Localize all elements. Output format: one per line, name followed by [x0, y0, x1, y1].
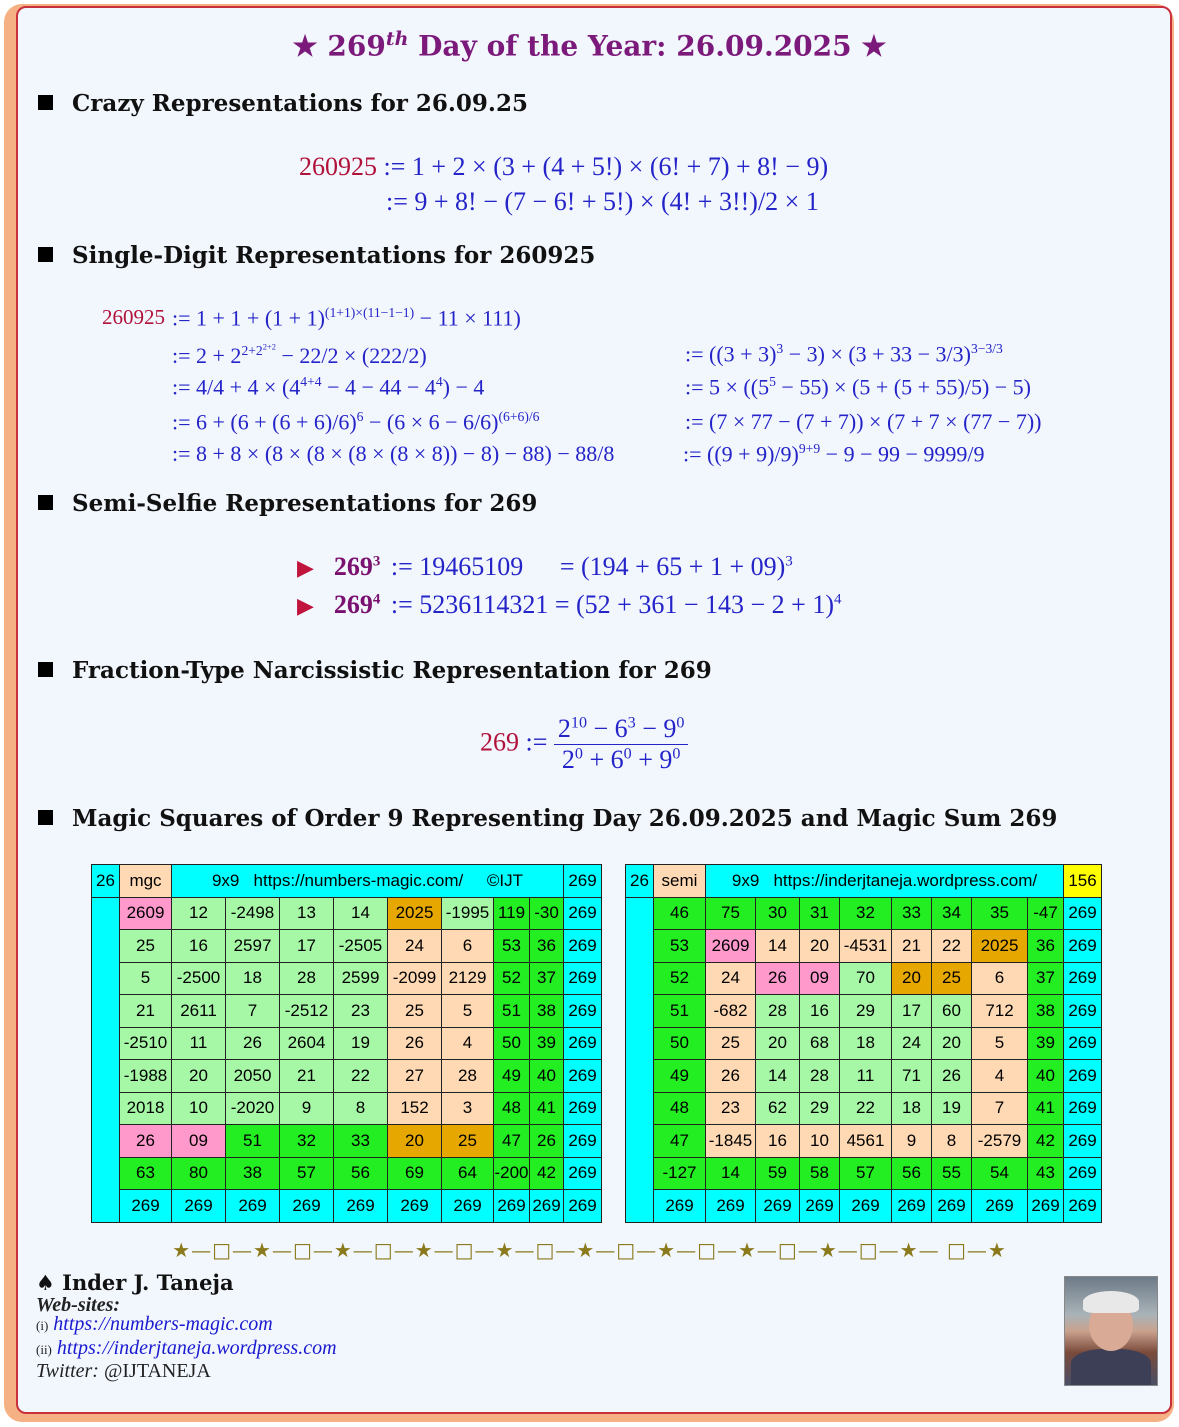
square-cell: -1995 [442, 897, 494, 930]
square-side-strip [626, 897, 654, 1222]
square-cell: 52 [494, 962, 530, 995]
square-cell: 20 [388, 1125, 442, 1158]
square-cell: -2512 [280, 995, 334, 1028]
website-2-link[interactable]: https://inderjtaneja.wordpress.com [56, 1337, 337, 1359]
square-cell: 25 [706, 1027, 756, 1060]
square-cell: 269 [120, 1190, 172, 1223]
square-cell: 2129 [442, 962, 494, 995]
square-cell: 269 [892, 1190, 932, 1223]
square-side-strip [92, 897, 120, 1222]
square-cell: 269 [564, 962, 602, 995]
square-cell: 13 [280, 897, 334, 930]
bullet-square-icon [38, 95, 53, 110]
bullet-square-icon [38, 662, 53, 677]
website-1: (i) https://numbers-magic.com [36, 1313, 273, 1335]
square-cell: 269 [494, 1190, 530, 1223]
square-cell: 51 [654, 995, 706, 1028]
table-row [92, 1027, 602, 1060]
square-cell: 50 [654, 1027, 706, 1060]
square-cell: 269 [840, 1190, 892, 1223]
square-cell: 29 [800, 1092, 840, 1125]
square-cell: 269 [564, 1125, 602, 1158]
square-cell: 3 [442, 1092, 494, 1125]
square-cell: 19 [932, 1092, 972, 1125]
table-row [92, 1190, 602, 1223]
square-sum-cell: 269 [564, 865, 602, 898]
table-row [92, 1157, 602, 1190]
table-row [626, 1190, 1102, 1223]
square-cell: 38 [226, 1157, 280, 1190]
square-cell: 36 [530, 930, 564, 963]
square-cell: 37 [1028, 962, 1064, 995]
square-cell: 9 [892, 1125, 932, 1158]
square-cell: 21 [892, 930, 932, 963]
square-sum-cell: 156 [1064, 865, 1102, 898]
square-cell: 10 [800, 1125, 840, 1158]
star-divider: ★—□—★—□—★—□—★—□—★—□—★—□—★—□—★—□—★—□—★— □—★ [172, 1238, 1007, 1262]
single-digit-right-line: := $((3 + 3)^3 - 3) \times (3 + 33 - 3/3)^{3-3/3}$ [685, 341, 1003, 367]
table-row [92, 897, 602, 930]
square-cell: -1988 [120, 1060, 172, 1093]
square-cell: 39 [1028, 1027, 1064, 1060]
semi-selfie-line-1: ▶ $269^3$ := $19465109 = (194 + 65 + 1 + 09)^3$ [297, 552, 793, 581]
square-cell: 12 [172, 897, 226, 930]
square-cell: 269 [1064, 930, 1102, 963]
semi-selfie-line-2: ▶ $269^4$ := $5236114321 = (52 + 361 - 143 - 2 + 1)^4$ [297, 590, 842, 619]
square-cell: 269 [1064, 1157, 1102, 1190]
square-cell: 28 [442, 1060, 494, 1093]
narcissistic-equation: 269 := $\frac{2^{10} - 6^3 - 9^0}{2^0 + 6^0 + 9^0}$ [480, 714, 688, 775]
square-cell: 26 [388, 1027, 442, 1060]
single-digit-left-line: := $2 + 2^{2+2^{2+2}} - 22/2 \times (222/2)$ [172, 341, 427, 368]
square-cell: 35 [972, 897, 1028, 930]
square-cell: 269 [564, 930, 602, 963]
square-cell: 28 [756, 995, 800, 1028]
square-cell: 6 [442, 930, 494, 963]
square-cell: 7 [972, 1092, 1028, 1125]
square-cell: 49 [494, 1060, 530, 1093]
square-cell: 21 [120, 995, 172, 1028]
single-digit-right-line: := $((9 + 9)/9)^{9+9} - 9 - 99 - 9999/9$ [683, 441, 985, 467]
single-digit-right-line: := (7 × 77 − (7 + 7)) × (7 + 7 × (77 − 7)) [685, 409, 1042, 434]
square-cell: 269 [972, 1190, 1028, 1223]
square-cell: 32 [280, 1125, 334, 1158]
square-cell: -2020 [226, 1092, 280, 1125]
square-cell: 2599 [334, 962, 388, 995]
square-cell: 49 [654, 1060, 706, 1093]
square-cell: 22 [840, 1092, 892, 1125]
square-label-cell: semi [654, 865, 706, 898]
square-cell: 39 [530, 1027, 564, 1060]
square-cell: 60 [932, 995, 972, 1028]
square-cell: 48 [494, 1092, 530, 1125]
square-cell: 40 [530, 1060, 564, 1093]
crazy-line-2: := 9 + 8! − (7 − 6! + 5!) × (4! + 3!!)/2 × 1 [386, 187, 819, 216]
twitter: Twitter: @IJTANEJA [36, 1360, 211, 1382]
square-cell: 269 [564, 897, 602, 930]
section-crazy-heading: Crazy Representations for 26.09.25 [38, 90, 528, 117]
table-row [626, 930, 1102, 963]
square-cell: 25 [932, 962, 972, 995]
square-cell: 16 [800, 995, 840, 1028]
square-cell: 80 [172, 1157, 226, 1190]
table-row [626, 897, 1102, 930]
square-cell: 20 [172, 1060, 226, 1093]
square-cell: 4561 [840, 1125, 892, 1158]
square-cell: -47 [1028, 897, 1064, 930]
square-cell: 24 [892, 1027, 932, 1060]
table-row [626, 995, 1102, 1028]
square-cell: 5 [442, 995, 494, 1028]
square-cell: 4 [442, 1027, 494, 1060]
square-cell: 7 [226, 995, 280, 1028]
square-cell: 269 [1064, 1027, 1102, 1060]
square-cell: 269 [564, 1092, 602, 1125]
square-cell: 26 [530, 1125, 564, 1158]
square-cell: -1845 [706, 1125, 756, 1158]
square-cell: 47 [494, 1125, 530, 1158]
square-cell: 56 [892, 1157, 932, 1190]
square-cell: 269 [1064, 995, 1102, 1028]
bullet-square-icon [38, 810, 53, 825]
square-cell: 18 [840, 1027, 892, 1060]
table-row [92, 1125, 602, 1158]
square-cell: 269 [1064, 897, 1102, 930]
square-cell: 269 [388, 1190, 442, 1223]
square-cell: 64 [442, 1157, 494, 1190]
table-row [626, 1125, 1102, 1158]
square-cell: 269 [530, 1190, 564, 1223]
square-cell: 69 [388, 1157, 442, 1190]
square-cell: 2609 [120, 897, 172, 930]
square-cell: 18 [892, 1092, 932, 1125]
square-cell: 68 [800, 1027, 840, 1060]
square-cell: 2018 [120, 1092, 172, 1125]
square-cell: 8 [932, 1125, 972, 1158]
square-cell: -682 [706, 995, 756, 1028]
square-cell: 33 [334, 1125, 388, 1158]
square-cell: 20 [932, 1027, 972, 1060]
table-row [92, 962, 602, 995]
fraction: $\frac{2^{10} - 6^3 - 9^0}{2^0 + 6^0 + 9^0}$ [554, 714, 689, 775]
square-cell: 11 [172, 1027, 226, 1060]
square-cell: 40 [1028, 1060, 1064, 1093]
square-cell: 26 [226, 1027, 280, 1060]
square-cell: 269 [654, 1190, 706, 1223]
square-title-cell: 9x9 https://inderjtaneja.wordpress.com/ [706, 865, 1064, 898]
square-cell: 58 [800, 1157, 840, 1190]
single-digit-left-line: := 8 + 8 × (8 × (8 × (8 × (8 × 8)) − 8) − 88) − 88/8 [172, 441, 615, 466]
square-cell: 2025 [972, 930, 1028, 963]
square-cell: 14 [334, 897, 388, 930]
square-cell: 26 [120, 1125, 172, 1158]
square-cell: 14 [756, 1060, 800, 1093]
table-row [626, 962, 1102, 995]
section-single-digit-heading: Single-Digit Representations for 260925 [38, 242, 595, 269]
square-cell: 59 [756, 1157, 800, 1190]
table-row [626, 1060, 1102, 1093]
square-cell: 21 [280, 1060, 334, 1093]
square-cell: 57 [280, 1157, 334, 1190]
square-cell: 25 [442, 1125, 494, 1158]
square-cell: 51 [494, 995, 530, 1028]
square-cell: 18 [226, 962, 280, 995]
square-cell: 37 [530, 962, 564, 995]
section-magic-squares-heading: Magic Squares of Order 9 Representing Day 26.09.2025 and Magic Sum 269 [38, 805, 1057, 832]
square-cell: 42 [530, 1157, 564, 1190]
square-cell: 48 [654, 1092, 706, 1125]
square-cell: 51 [226, 1125, 280, 1158]
square-cell: 38 [1028, 995, 1064, 1028]
square-cell: 712 [972, 995, 1028, 1028]
square-cell: -127 [654, 1157, 706, 1190]
square-cell: 34 [932, 897, 972, 930]
square-cell: 26 [756, 962, 800, 995]
table-row [626, 1092, 1102, 1125]
square-cell: 41 [530, 1092, 564, 1125]
square-cell: 2597 [226, 930, 280, 963]
square-cell: 2611 [172, 995, 226, 1028]
square-cell: 269 [172, 1190, 226, 1223]
square-cell: 2609 [706, 930, 756, 963]
square-cell: 17 [280, 930, 334, 963]
section-semi-selfie-heading: Semi-Selfie Representations for 269 [38, 490, 537, 517]
square-title-cell: 9x9 https://numbers-magic.com/ ©IJT [172, 865, 564, 898]
square-cell: 5 [972, 1027, 1028, 1060]
square-cell: 28 [280, 962, 334, 995]
square-cell: 269 [564, 1190, 602, 1223]
square-cell: -200 [494, 1157, 530, 1190]
page-title: ★ 269th Day of the Year: 26.09.2025 ★ [292, 28, 887, 63]
square-cell: 119 [494, 897, 530, 930]
table-row [626, 1027, 1102, 1060]
triangle-bullet-icon: ▶ [297, 593, 314, 618]
website-2: (ii) https://inderjtaneja.wordpress.com [36, 1337, 337, 1359]
square-cell: 17 [892, 995, 932, 1028]
square-cell: 75 [706, 897, 756, 930]
square-cell: 47 [654, 1125, 706, 1158]
table-row [92, 1092, 602, 1125]
square-cell: -30 [530, 897, 564, 930]
square-cell: 09 [172, 1125, 226, 1158]
square-cell: 269 [564, 1060, 602, 1093]
square-cell: -2500 [172, 962, 226, 995]
table-row [626, 1157, 1102, 1190]
square-cell: 269 [442, 1190, 494, 1223]
square-cell: 269 [564, 1027, 602, 1060]
square-cell: 38 [530, 995, 564, 1028]
single-digit-left-line: := $4/4 + 4 \times (4^{4+4} - 4 - 44 - 4^4) - 4$ [172, 374, 485, 400]
square-cell: 62 [756, 1092, 800, 1125]
square-cell: 36 [1028, 930, 1064, 963]
square-cell: 30 [756, 897, 800, 930]
square-cell: 27 [388, 1060, 442, 1093]
square-cell: 46 [654, 897, 706, 930]
square-cell: 23 [706, 1092, 756, 1125]
square-cell: 33 [892, 897, 932, 930]
square-cell: 269 [226, 1190, 280, 1223]
square-cell: 28 [800, 1060, 840, 1093]
table-row [92, 1060, 602, 1093]
square-cell: 63 [120, 1157, 172, 1190]
square-cell: 20 [892, 962, 932, 995]
single-digit-right-line: := $5 \times ((5^5 - 55) \times (5 + (5 + 55)/5) - 5)$ [685, 374, 1032, 400]
square-cell: 14 [706, 1157, 756, 1190]
square-cell: 70 [840, 962, 892, 995]
square-cell: 269 [932, 1190, 972, 1223]
single-digit-left-line: := $6 + (6 + (6 + 6)/6)^6 - (6 \times 6 - 6/6)^{(6+6)/6}$ [172, 409, 540, 435]
table-row [92, 930, 602, 963]
square-cell: 269 [1064, 962, 1102, 995]
square-cell: 2604 [280, 1027, 334, 1060]
square-cell: 2050 [226, 1060, 280, 1093]
crazy-line-1: 260925 := 1 + 2 × (3 + (4 + 5!) × (6! + 7) + 8! − 9) [299, 152, 829, 181]
square-corner-cell: 26 [92, 865, 120, 898]
square-cell: 16 [172, 930, 226, 963]
square-cell: 22 [932, 930, 972, 963]
square-label-cell: mgc [120, 865, 172, 898]
square-corner-cell: 26 [626, 865, 654, 898]
square-cell: 269 [1064, 1060, 1102, 1093]
square-cell: 6 [972, 962, 1028, 995]
square-cell: 42 [1028, 1125, 1064, 1158]
triangle-bullet-icon: ▶ [297, 555, 314, 580]
square-cell: 43 [1028, 1157, 1064, 1190]
square-cell: -2498 [226, 897, 280, 930]
square-cell: 25 [388, 995, 442, 1028]
square-cell: 269 [334, 1190, 388, 1223]
square-cell: 24 [388, 930, 442, 963]
square-cell: -2099 [388, 962, 442, 995]
square-cell: 23 [334, 995, 388, 1028]
website-1-link[interactable]: https://numbers-magic.com [53, 1313, 273, 1335]
square-cell: 22 [334, 1060, 388, 1093]
square-cell: 29 [840, 995, 892, 1028]
single-digit-left-line: := $1 + 1 + (1 + 1)^{(1+1)\times(11-1-1)} - 11 \times 111$) [172, 305, 521, 331]
square-cell: 53 [654, 930, 706, 963]
square-cell: 71 [892, 1060, 932, 1093]
square-cell: 8 [334, 1092, 388, 1125]
square-cell: 57 [840, 1157, 892, 1190]
square-cell: 54 [972, 1157, 1028, 1190]
square-cell: 269 [564, 1157, 602, 1190]
square-cell: -2579 [972, 1125, 1028, 1158]
square-cell: 26 [932, 1060, 972, 1093]
square-cell: 269 [756, 1190, 800, 1223]
square-cell: 269 [706, 1190, 756, 1223]
square-cell: 269 [564, 995, 602, 1028]
square-cell: 20 [800, 930, 840, 963]
square-cell: 26 [706, 1060, 756, 1093]
square-cell: -4531 [840, 930, 892, 963]
square-cell: 53 [494, 930, 530, 963]
square-cell: 269 [1028, 1190, 1064, 1223]
square-cell: 269 [1064, 1190, 1102, 1223]
square-cell: 4 [972, 1060, 1028, 1093]
square-cell: 32 [840, 897, 892, 930]
square-cell: 9 [280, 1092, 334, 1125]
author-photo [1064, 1276, 1158, 1386]
square-cell: 50 [494, 1027, 530, 1060]
square-cell: 20 [756, 1027, 800, 1060]
square-cell: 31 [800, 897, 840, 930]
square-cell: -2510 [120, 1027, 172, 1060]
square-cell: 24 [706, 962, 756, 995]
square-cell: 269 [280, 1190, 334, 1223]
magic-square-2 [625, 864, 1102, 1223]
websites-label: Web-sites: [36, 1294, 121, 1316]
magic-square-1 [91, 864, 602, 1223]
square-cell: 2025 [388, 897, 442, 930]
square-cell: 25 [120, 930, 172, 963]
square-cell: 11 [840, 1060, 892, 1093]
square-cell: 56 [334, 1157, 388, 1190]
square-cell: -2505 [334, 930, 388, 963]
square-cell: 14 [756, 930, 800, 963]
square-cell: 269 [1064, 1092, 1102, 1125]
square-cell: 10 [172, 1092, 226, 1125]
square-cell: 152 [388, 1092, 442, 1125]
square-cell: 269 [800, 1190, 840, 1223]
square-cell: 55 [932, 1157, 972, 1190]
bullet-square-icon [38, 495, 53, 510]
square-cell: 41 [1028, 1092, 1064, 1125]
square-cell: 19 [334, 1027, 388, 1060]
square-cell: 16 [756, 1125, 800, 1158]
square-cell: 09 [800, 962, 840, 995]
square-cell: 52 [654, 962, 706, 995]
author-name: ♠ Inder J. Taneja [36, 1270, 234, 1295]
single-lhs: 260925 [102, 305, 165, 329]
bullet-square-icon [38, 247, 53, 262]
section-narcissistic-heading: Fraction-Type Narcissistic Representation for 269 [38, 657, 712, 684]
square-cell: 269 [1064, 1125, 1102, 1158]
square-cell: 5 [120, 962, 172, 995]
table-row [92, 995, 602, 1028]
